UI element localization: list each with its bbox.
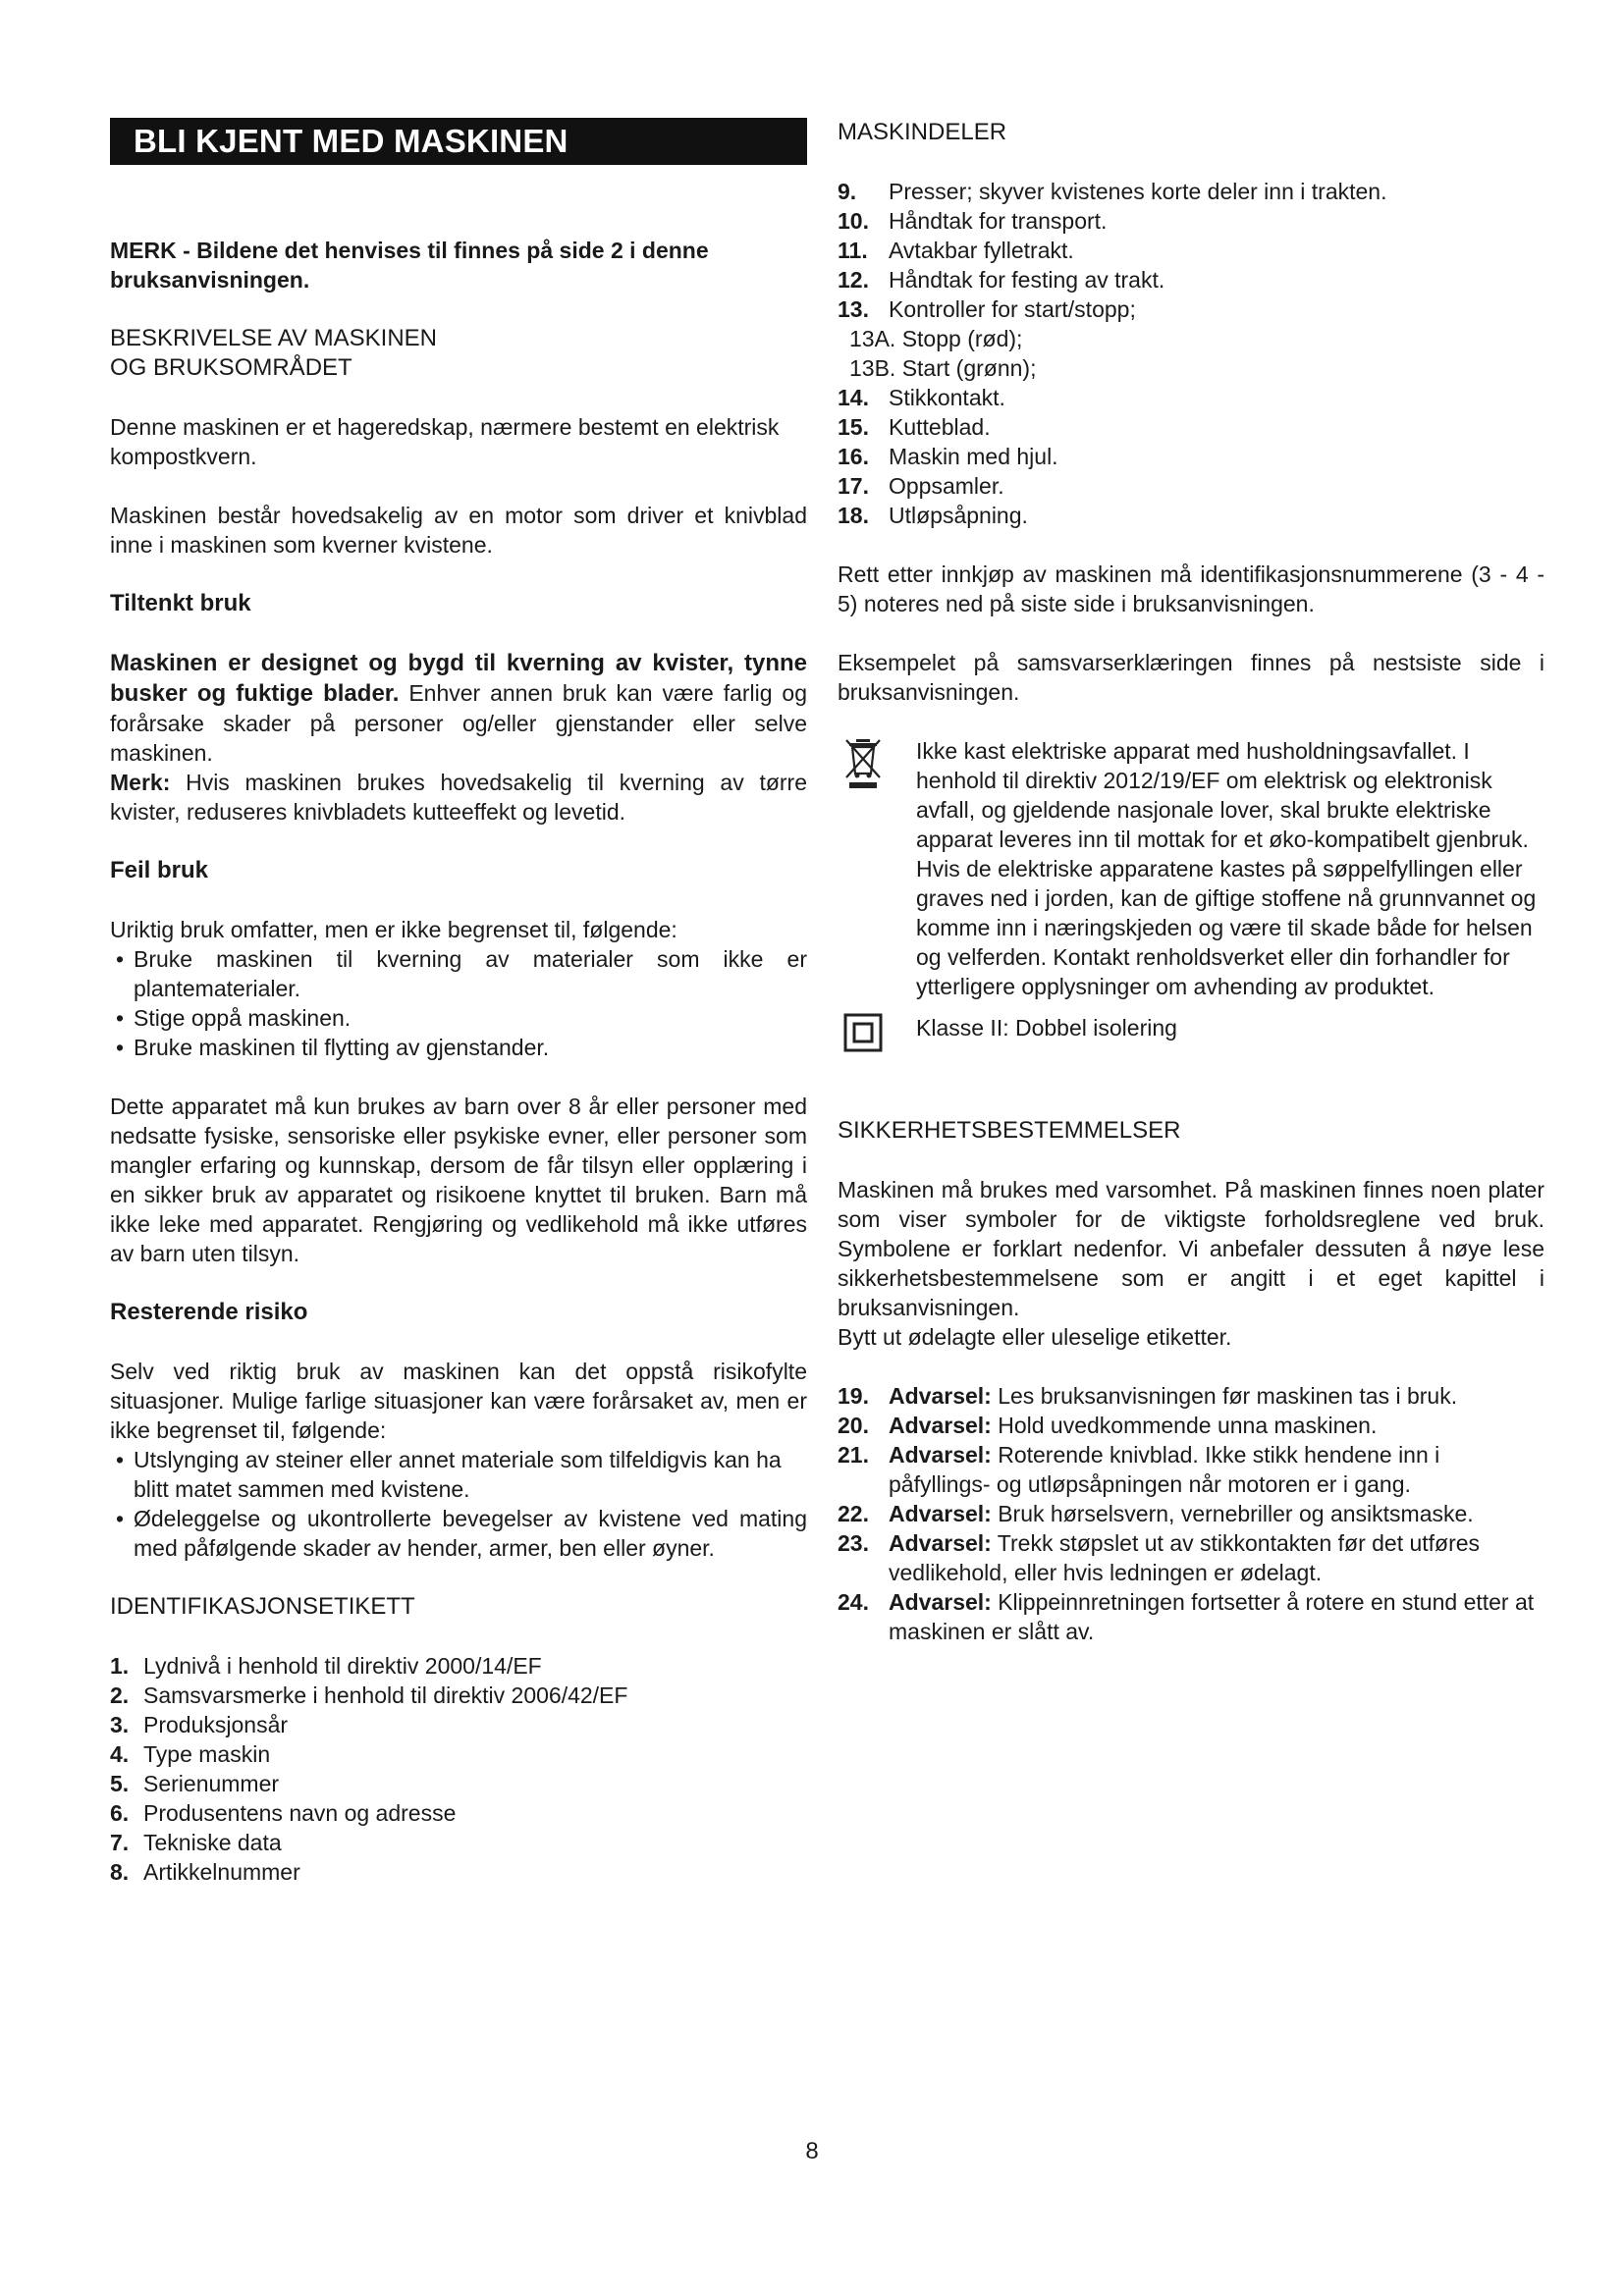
heading-identifikasjonsetikett: IDENTIFIKASJONSETIKETT (110, 1593, 415, 1620)
heading-beskrivelse-1: BESKRIVELSE AV MASKINEN (110, 325, 438, 351)
maskindeler-list-2 (838, 383, 1544, 530)
merk-note: MERK - Bildene det henvises til finnes på side 2 i denne bruksanvisningen. (110, 238, 709, 293)
list-item: 17. Oppsamler. (838, 473, 1004, 499)
heading-sikkerhet: SIKKERHETSBESTEMMELSER (838, 1117, 1181, 1144)
double-insulation-icon (843, 1013, 894, 1057)
weee-text: Ikke kast elektriske apparat med husholdningsavfallet. I henhold til direktiv 2012/19/EF om elektrisk og elektronisk avfall, og gjeldende nasjonale lover, skal brukte elektriske apparat leveres inn til mottak for et øko-kompatibelt gjenbruk. Hvis de elektriske apparatene kastes på søppelfyllingen eller graves ned i jorden, kan de giftige stoffene nå grunnvannet og komme inn i næringskjeden og være til skade både for helsen og velferden. Kontakt renholdsverket eller din forhandler for ytterligere opplysninger om avhending av produktet. (916, 738, 1537, 999)
list-item: • Stige oppå maskinen. (110, 1003, 807, 1033)
list-item: • Utslynging av steiner eller annet materiale som tilfeldigvis kan ha blitt matet sammen med kvistene. (110, 1445, 807, 1504)
sikkerhet-paragraph: Maskinen må brukes med varsomhet. På maskinen finnes noen plater som viser symboler for de viktigste forholdsreglene ved bruk. Symbolene er forklart nedenfor. Vi anbefaler dessuten å nøye lese sikkerhetsbestemmelsene som er angitt i et eget kapittel i bruksanvisningen. (838, 1177, 1544, 1320)
list-item: 23. Advarsel: Trekk støpslet ut av stikkontakten før det utføres vedlikehold, eller hvis ledningen er ødelagt. (838, 1530, 1481, 1585)
list-item: 6. Produsentens navn og adresse (110, 1800, 457, 1826)
samsvar-paragraph: Eksempelet på samsvarserklæringen finnes på nestsiste side i bruksanvisningen. (838, 650, 1544, 705)
list-item: 5. Serienummer (110, 1771, 280, 1796)
warnings-list (838, 1381, 1544, 1646)
sikkerhet-paragraph-2: Bytt ut ødelagte eller uleselige etiketter. (838, 1324, 1232, 1350)
tiltenkt-merk-text: Hvis maskinen brukes hovedsakelig til kverning av tørre kvister, reduseres knivbladets kutteeffekt og levetid. (110, 770, 807, 825)
feil-list (110, 944, 807, 1062)
tiltenkt-merk (110, 768, 807, 827)
identnummer-paragraph: Rett etter innkjøp av maskinen må identifikasjonsnummerene (3 - 4 - 5) noteres ned på siste side i bruksanvisningen. (838, 561, 1544, 616)
list-item: 9. Presser; skyver kvistenes korte deler inn i trakten. (838, 179, 1387, 204)
list-item: 3. Produksjonsår (110, 1712, 289, 1737)
list-item: • Bruke maskinen til kverning av materialer som ikke er plantematerialer. (110, 944, 807, 1003)
right-column (838, 118, 1544, 1646)
heading-tiltenkt-bruk: Tiltenkt bruk (110, 590, 251, 616)
section-banner: BLI KJENT MED MASKINEN (110, 118, 807, 165)
list-item: 20. Advarsel: Hold uvedkommende unna maskinen. (838, 1413, 1378, 1438)
children-paragraph: Dette apparatet må kun brukes av barn over 8 år eller personer med nedsatte fysiske, sensoriske eller psykiske evner, eller personer som mangler erfaring og kunnskap, dersom de får tilsyn eller opplæring i en sikker bruk av apparatet og risikoene knyttet til bruken. Barn må ikke leke med apparatet. Rengjøring og vedlikehold må ikke utføres av barn uten tilsyn. (110, 1094, 807, 1266)
list-item: 16. Maskin med hjul. (838, 444, 1058, 469)
klasse-notice (838, 1013, 1544, 1057)
list-item: 21. Advarsel: Roterende knivblad. Ikke stikk hendene inn i påfyllings- og utløpsåpningen når motoren er i gang. (838, 1442, 1440, 1497)
left-column (110, 118, 807, 1887)
page-number: 8 (805, 2138, 819, 2164)
list-item: 11. Avtakbar fylletrakt. (838, 238, 1074, 263)
tiltenkt-paragraph (110, 648, 807, 768)
list-item: 8. Artikkelnummer (110, 1859, 300, 1885)
list-item: 1. Lydnivå i henhold til direktiv 2000/14/EF (110, 1653, 542, 1679)
heading-beskrivelse-2: OG BRUKSOMRÅDET (110, 354, 352, 381)
risiko-intro: Selv ved riktig bruk av maskinen kan det oppstå risikofylte situasjoner. Mulige farlige situasjoner kan være forårsaket av, men er ikke begrenset til, følgende: (110, 1359, 807, 1443)
sub-item-13b: 13B. Start (grønn); (849, 355, 1037, 381)
list-item: 15. Kutteblad. (838, 414, 991, 440)
beskrivelse-paragraph-1: Denne maskinen er et hageredskap, nærmere bestemt en elektrisk kompostkvern. (110, 414, 780, 469)
list-item: 19. Advarsel: Les bruksanvisningen før maskinen tas i bruk. (838, 1383, 1458, 1409)
list-item: 18. Utløpsåpning. (838, 503, 1028, 528)
list-item: 22. Advarsel: Bruk hørselsvern, vernebriller og ansiktsmaske. (838, 1501, 1474, 1526)
heading-feil-bruk: Feil bruk (110, 857, 209, 883)
beskrivelse-paragraph-2: Maskinen består hovedsakelig av en motor som driver et knivblad inne i maskinen som kverner kvistene. (110, 503, 807, 558)
tiltenkt-bold: Maskinen er designet og bygd til kverning av kvister, tynne busker og fuktige blader. (110, 650, 807, 707)
list-item: 13. Kontroller for start/stopp; (838, 296, 1136, 322)
list-item: 12. Håndtak for festing av trakt. (838, 267, 1165, 293)
tiltenkt-rest: Enhver annen bruk kan være farlig og forårsake skader på personer og/eller gjenstander eller selve maskinen. (110, 680, 808, 766)
feil-intro: Uriktig bruk omfatter, men er ikke begrenset til, følgende: (110, 917, 677, 942)
list-item: 4. Type maskin (110, 1741, 271, 1767)
list-item: 14. Stikkontakt. (838, 385, 1005, 410)
risiko-list (110, 1445, 807, 1563)
ident-list (110, 1651, 807, 1887)
list-item: 24. Advarsel: Klippeinnretningen fortsetter å rotere en stund etter at maskinen er slått av. (838, 1589, 1535, 1644)
crossed-bin-icon (843, 736, 894, 798)
maskindeler-list (838, 177, 1544, 324)
heading-resterende-risiko: Resterende risiko (110, 1299, 308, 1325)
list-item: 2. Samsvarsmerke i henhold til direktiv 2006/42/EF (110, 1682, 628, 1708)
list-item: • Ødeleggelse og ukontrollerte bevegelser av kvistene ved mating med påfølgende skader av hender, armer, ben eller øyner. (110, 1504, 807, 1563)
list-item: • Bruke maskinen til flytting av gjenstander. (110, 1033, 807, 1062)
list-item: 7. Tekniske data (110, 1830, 282, 1855)
sub-item-13a: 13A. Stopp (rød); (849, 326, 1023, 351)
klasse-text: Klasse II: Dobbel isolering (916, 1015, 1177, 1041)
weee-notice (838, 736, 1544, 1001)
tiltenkt-merk-label: Merk: (110, 770, 171, 795)
heading-maskindeler: MASKINDELER (838, 119, 1007, 145)
list-item: 10. Håndtak for transport. (838, 208, 1108, 234)
